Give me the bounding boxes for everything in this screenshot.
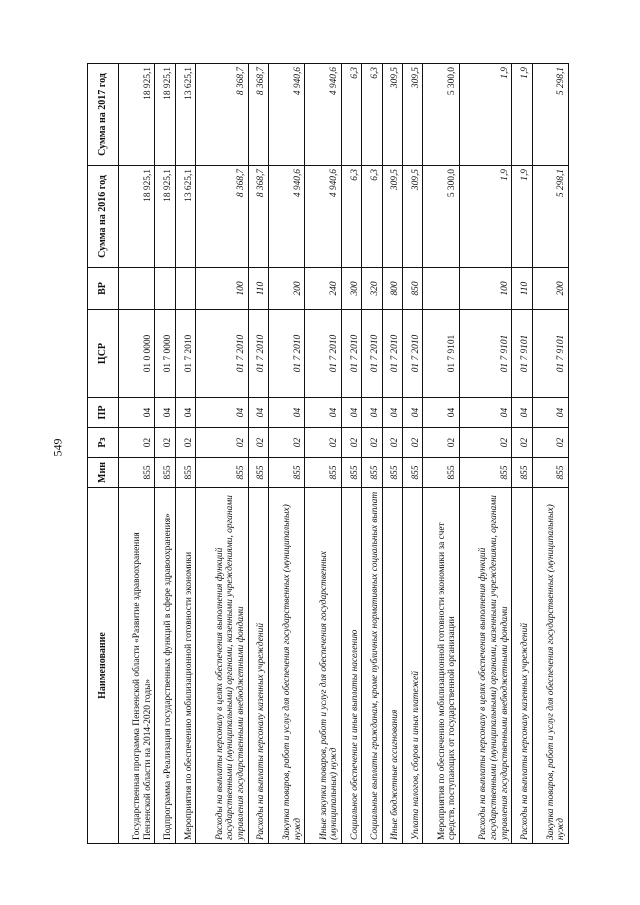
cell-name: Расходы на выплаты персоналу казенных учреждений bbox=[512, 488, 532, 844]
cell-sum-2016: 4 940,6 bbox=[268, 166, 304, 268]
header-csr: ЦСР bbox=[88, 310, 119, 398]
cell-vr: 200 bbox=[268, 268, 304, 310]
cell-csr: 01 7 2010 bbox=[402, 310, 422, 398]
cell-sum-2017: 8 368,7 bbox=[248, 64, 268, 166]
cell-rz: 02 bbox=[305, 428, 341, 458]
cell-min: 855 bbox=[532, 458, 569, 488]
cell-name: Подпрограмма «Реализация государственных функций в сфере здравоохранения» bbox=[155, 488, 175, 844]
cell-vr: 200 bbox=[532, 268, 569, 310]
cell-pr: 04 bbox=[512, 398, 532, 428]
cell-csr: 01 7 0000 bbox=[155, 310, 175, 398]
table-row bbox=[305, 64, 341, 844]
cell-rz: 02 bbox=[423, 428, 459, 458]
cell-sum-2017: 4 940,6 bbox=[268, 64, 304, 166]
table-row bbox=[196, 64, 248, 844]
cell-csr: 01 7 2010 bbox=[268, 310, 304, 398]
cell-min: 855 bbox=[248, 458, 268, 488]
table-row bbox=[362, 64, 382, 844]
cell-csr: 01 7 2010 bbox=[341, 310, 361, 398]
table-row bbox=[341, 64, 361, 844]
cell-sum-2017: 1,9 bbox=[459, 64, 511, 166]
cell-min: 855 bbox=[459, 458, 511, 488]
cell-name: Государственная программа Пензенской области «Развитие здравоохранения Пензенской области на 2014-2020 годы» bbox=[119, 488, 155, 844]
cell-sum-2017: 1,9 bbox=[512, 64, 532, 166]
cell-min: 855 bbox=[196, 458, 248, 488]
cell-sum-2016: 309,5 bbox=[382, 166, 402, 268]
cell-min: 855 bbox=[362, 458, 382, 488]
header-sum-2017: Сумма на 2017 год bbox=[88, 64, 119, 166]
header-name: Наименование bbox=[88, 488, 119, 844]
cell-min: 855 bbox=[423, 458, 459, 488]
cell-pr: 04 bbox=[119, 398, 155, 428]
cell-sum-2016: 5 300,0 bbox=[423, 166, 459, 268]
cell-pr: 04 bbox=[196, 398, 248, 428]
cell-csr: 01 7 2010 bbox=[248, 310, 268, 398]
table-row bbox=[423, 64, 459, 844]
cell-vr: 100 bbox=[459, 268, 511, 310]
cell-sum-2016: 18 925,1 bbox=[155, 166, 175, 268]
cell-sum-2017: 5 298,1 bbox=[532, 64, 569, 166]
page-number: 549 bbox=[50, 438, 65, 457]
cell-vr bbox=[119, 268, 155, 310]
table-body bbox=[119, 64, 569, 844]
cell-csr: 01 7 2010 bbox=[175, 310, 195, 398]
cell-sum-2016: 1,9 bbox=[512, 166, 532, 268]
cell-rz: 02 bbox=[175, 428, 195, 458]
cell-rz: 02 bbox=[459, 428, 511, 458]
cell-rz: 02 bbox=[402, 428, 422, 458]
table-row bbox=[155, 64, 175, 844]
table-row bbox=[402, 64, 422, 844]
cell-name: Расходы на выплаты персоналу в целях обеспечения выполнения функций государственными (муниципальными) органами, казенными учреждениями, органами управления государственными внебюджетными фондами bbox=[459, 488, 511, 844]
cell-sum-2017: 18 925,1 bbox=[155, 64, 175, 166]
cell-sum-2017: 6,3 bbox=[341, 64, 361, 166]
cell-sum-2017: 309,5 bbox=[402, 64, 422, 166]
cell-rz: 02 bbox=[119, 428, 155, 458]
cell-vr: 110 bbox=[512, 268, 532, 310]
cell-csr: 01 7 2010 bbox=[305, 310, 341, 398]
cell-name: Социальное обеспечение и иные выплаты населению bbox=[341, 488, 361, 844]
cell-name: Уплата налогов, сборов и иных платежей bbox=[402, 488, 422, 844]
cell-rz: 02 bbox=[532, 428, 569, 458]
cell-rz: 02 bbox=[341, 428, 361, 458]
cell-pr: 04 bbox=[268, 398, 304, 428]
cell-rz: 02 bbox=[196, 428, 248, 458]
cell-min: 855 bbox=[155, 458, 175, 488]
cell-csr: 01 7 2010 bbox=[196, 310, 248, 398]
cell-csr: 01 7 2010 bbox=[362, 310, 382, 398]
cell-rz: 02 bbox=[155, 428, 175, 458]
cell-rz: 02 bbox=[248, 428, 268, 458]
cell-sum-2016: 8 368,7 bbox=[196, 166, 248, 268]
table-row bbox=[268, 64, 304, 844]
table-row bbox=[512, 64, 532, 844]
cell-pr: 04 bbox=[532, 398, 569, 428]
cell-csr: 01 7 9101 bbox=[532, 310, 569, 398]
cell-name: Иные закупки товаров, работ и услуг для обеспечения государственных (муниципальных) нужд bbox=[305, 488, 341, 844]
cell-pr: 04 bbox=[305, 398, 341, 428]
cell-sum-2017: 4 940,6 bbox=[305, 64, 341, 166]
cell-pr: 04 bbox=[341, 398, 361, 428]
cell-csr: 01 0 0000 bbox=[119, 310, 155, 398]
table-row bbox=[532, 64, 569, 844]
budget-table bbox=[87, 63, 569, 844]
cell-name: Мероприятия по обеспечению мобилизационной готовности экономики bbox=[175, 488, 195, 844]
cell-csr: 01 7 2010 bbox=[382, 310, 402, 398]
cell-vr bbox=[175, 268, 195, 310]
cell-csr: 01 7 9101 bbox=[459, 310, 511, 398]
table-row bbox=[459, 64, 511, 844]
cell-name: Закупка товаров, работ и услуг для обеспечения государственных (муниципальных) нужд bbox=[268, 488, 304, 844]
cell-sum-2017: 309,5 bbox=[382, 64, 402, 166]
cell-sum-2017: 13 625,1 bbox=[175, 64, 195, 166]
cell-sum-2016: 309,5 bbox=[402, 166, 422, 268]
cell-vr bbox=[423, 268, 459, 310]
cell-rz: 02 bbox=[362, 428, 382, 458]
cell-name: Социальные выплаты гражданам, кроме публичных нормативных социальных выплат bbox=[362, 488, 382, 844]
table-row bbox=[248, 64, 268, 844]
cell-pr: 04 bbox=[248, 398, 268, 428]
cell-pr: 04 bbox=[155, 398, 175, 428]
cell-csr: 01 7 9101 bbox=[512, 310, 532, 398]
cell-name: Мероприятия по обеспечению мобилизационной готовности экономики за счет средств, поступающих от государственной организации bbox=[423, 488, 459, 844]
table-row bbox=[175, 64, 195, 844]
cell-min: 855 bbox=[175, 458, 195, 488]
cell-sum-2016: 6,3 bbox=[362, 166, 382, 268]
cell-pr: 04 bbox=[382, 398, 402, 428]
cell-min: 855 bbox=[402, 458, 422, 488]
cell-min: 855 bbox=[341, 458, 361, 488]
cell-name: Закупка товаров, работ и услуг для обеспечения государственных (муниципальных) нужд bbox=[532, 488, 569, 844]
cell-pr: 04 bbox=[423, 398, 459, 428]
cell-sum-2016: 18 925,1 bbox=[119, 166, 155, 268]
cell-sum-2017: 18 925,1 bbox=[119, 64, 155, 166]
cell-pr: 04 bbox=[362, 398, 382, 428]
cell-name: Расходы на выплаты персоналу казенных учреждений bbox=[248, 488, 268, 844]
cell-vr: 240 bbox=[305, 268, 341, 310]
header-vr: ВР bbox=[88, 268, 119, 310]
cell-pr: 04 bbox=[175, 398, 195, 428]
cell-rz: 02 bbox=[268, 428, 304, 458]
budget-table-container bbox=[87, 64, 569, 844]
header-pr: ПР bbox=[88, 398, 119, 428]
cell-sum-2016: 4 940,6 bbox=[305, 166, 341, 268]
cell-name: Иные бюджетные ассигнования bbox=[382, 488, 402, 844]
cell-sum-2016: 1,9 bbox=[459, 166, 511, 268]
cell-pr: 04 bbox=[459, 398, 511, 428]
cell-vr: 800 bbox=[382, 268, 402, 310]
header-min: Мин bbox=[88, 458, 119, 488]
cell-pr: 04 bbox=[402, 398, 422, 428]
cell-min: 855 bbox=[268, 458, 304, 488]
cell-min: 855 bbox=[512, 458, 532, 488]
cell-min: 855 bbox=[305, 458, 341, 488]
cell-sum-2017: 8 368,7 bbox=[196, 64, 248, 166]
cell-sum-2016: 8 368,7 bbox=[248, 166, 268, 268]
table-header-row bbox=[88, 64, 119, 844]
cell-sum-2016: 6,3 bbox=[341, 166, 361, 268]
cell-sum-2017: 5 300,0 bbox=[423, 64, 459, 166]
cell-vr bbox=[155, 268, 175, 310]
table-row bbox=[382, 64, 402, 844]
header-sum-2016: Сумма на 2016 год bbox=[88, 166, 119, 268]
cell-vr: 300 bbox=[341, 268, 361, 310]
cell-vr: 850 bbox=[402, 268, 422, 310]
table-row bbox=[119, 64, 155, 844]
header-rz: Рз bbox=[88, 428, 119, 458]
cell-vr: 100 bbox=[196, 268, 248, 310]
cell-csr: 01 7 9101 bbox=[423, 310, 459, 398]
cell-vr: 320 bbox=[362, 268, 382, 310]
cell-sum-2017: 6,3 bbox=[362, 64, 382, 166]
cell-rz: 02 bbox=[512, 428, 532, 458]
cell-rz: 02 bbox=[382, 428, 402, 458]
cell-sum-2016: 5 298,1 bbox=[532, 166, 569, 268]
cell-sum-2016: 13 625,1 bbox=[175, 166, 195, 268]
cell-min: 855 bbox=[119, 458, 155, 488]
cell-vr: 110 bbox=[248, 268, 268, 310]
cell-min: 855 bbox=[382, 458, 402, 488]
cell-name: Расходы на выплаты персоналу в целях обеспечения выполнения функций государственными (муниципальными) органами, казенными учреждениями, органами управления государственными внебюджетными фондами bbox=[196, 488, 248, 844]
